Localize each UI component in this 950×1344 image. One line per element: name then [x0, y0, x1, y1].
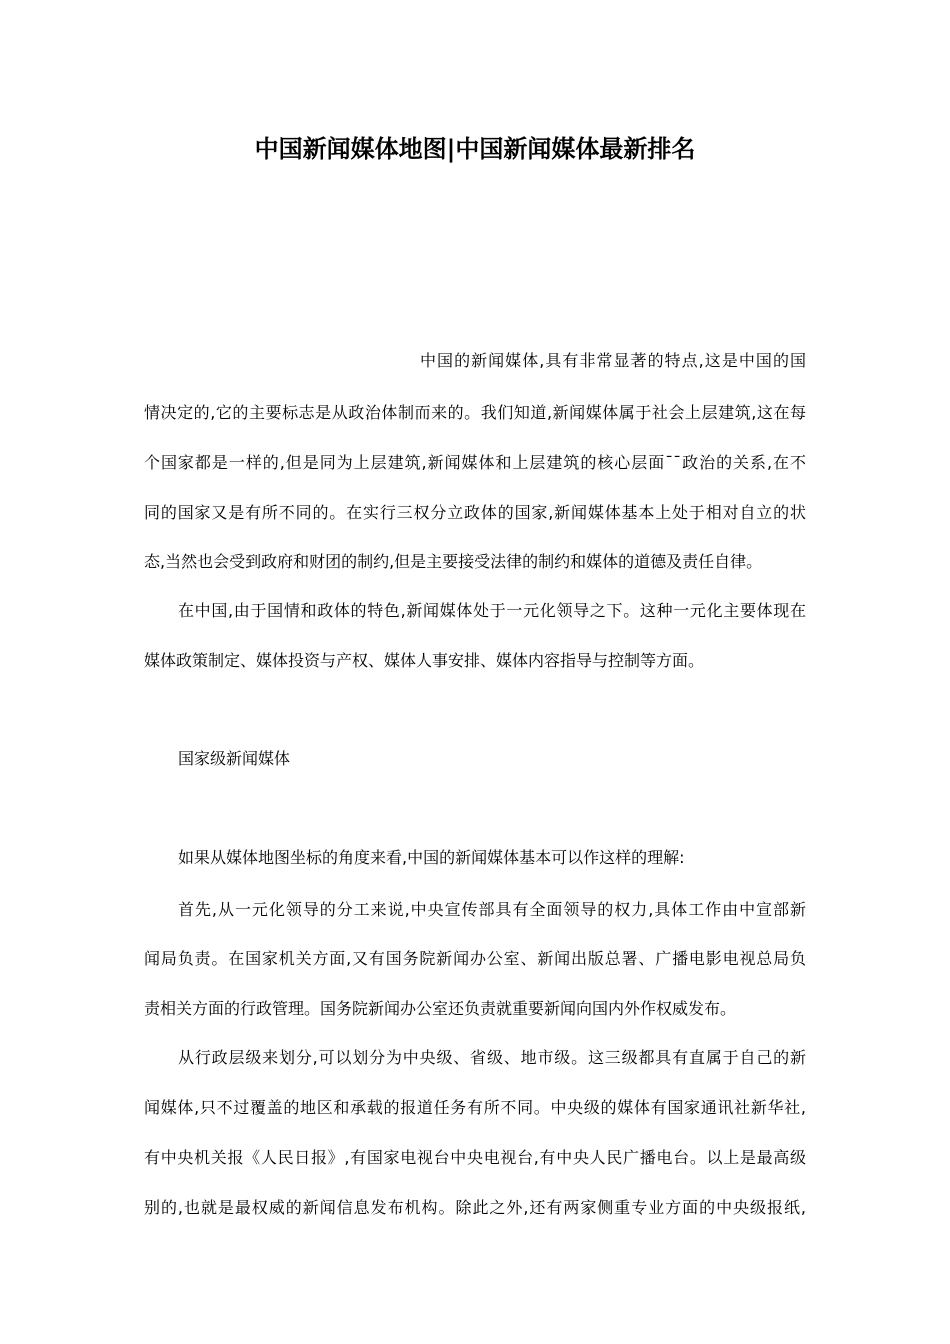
paragraph-line: 如果从媒体地图坐标的角度来看,中国的新闻媒体基本可以作这样的理解: — [178, 848, 685, 867]
paragraph-line: 在中国,由于国情和政体的特色,新闻媒体处于一元化领导之下。这种一元化主要体现在 — [178, 601, 806, 620]
paragraph-line: 情决定的,它的主要标志是从政治体制而来的。我们知道,新闻媒体属于社会上层建筑,这在每 — [144, 403, 806, 422]
paragraph-line: 闻局负责。在国家机关方面,又有国务院新闻办公室、新闻出版总署、广播电影电视总局负 — [144, 949, 806, 968]
paragraph-line: 责相关方面的行政管理。国务院新闻办公室还负责就重要新闻向国内外作权威发布。 — [144, 999, 737, 1018]
paragraph-line: 个国家都是一样的,但是同为上层建筑,新闻媒体和上层建筑的核心层面¯¯政治的关系,在不 — [144, 453, 806, 472]
paragraph-line: 从行政层级来划分,可以划分为中央级、省级、地市级。这三级都具有直属于自己的新 — [178, 1048, 806, 1067]
paragraph-line: 闻媒体,只不过覆盖的地区和承载的报道任务有所不同。中央级的媒体有国家通讯社新华社, — [144, 1098, 806, 1117]
paragraph-line: 中国的新闻媒体,具有非常显著的特点,这是中国的国 — [420, 351, 806, 370]
paragraph-line: 首先,从一元化领导的分工来说,中央宣传部具有全面领导的权力,具体工作由中宣部新 — [178, 900, 806, 919]
paragraph-line: 别的,也就是最权威的新闻信息发布机构。除此之外,还有两家侧重专业方面的中央级报纸, — [144, 1198, 806, 1217]
paragraph-line: 有中央机关报《人民日报》,有国家电视台中央电视台,有中央人民广播电台。以上是最高级 — [144, 1148, 806, 1167]
document-title: 中国新闻媒体地图|中国新闻媒体最新排名 — [254, 135, 696, 163]
section-heading: 国家级新闻媒体 — [178, 749, 291, 768]
paragraph-line: 媒体政策制定、媒体投资与产权、媒体人事安排、媒体内容指导与控制等方面。 — [144, 651, 705, 670]
paragraph-line: 态,当然也会受到政府和财团的制约,但是主要接受法律的制约和媒体的道德及责任自律。 — [144, 552, 763, 571]
paragraph-line: 同的国家又是有所不同的。在实行三权分立政体的国家,新闻媒体基本上处于相对自立的状 — [144, 503, 806, 522]
